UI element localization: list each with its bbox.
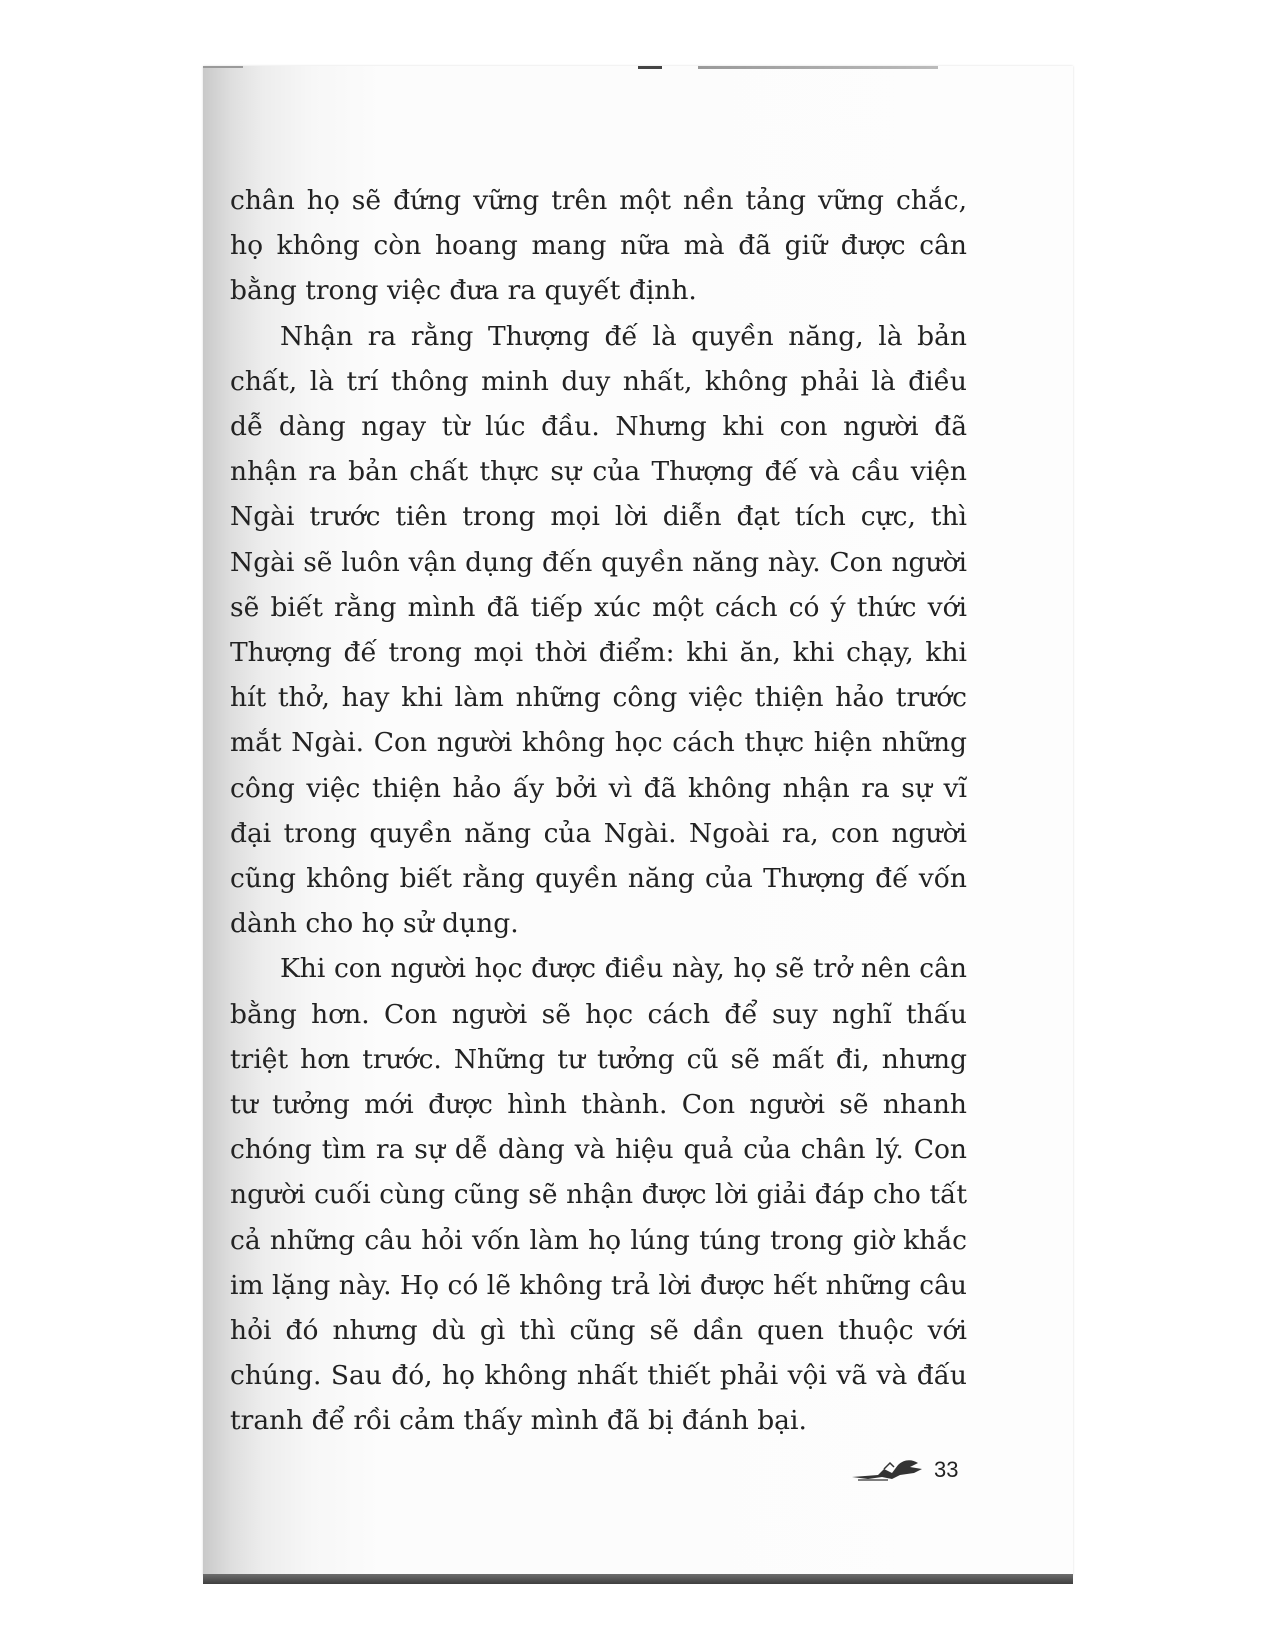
- paragraph-2: Nhận ra rằng Thượng đế là quyền năng, là bản chất, là trí thông minh duy nhất, không phải là điều dễ dàng ngay từ lúc đầu. Nhưng khi con người đã nhận ra bản chất thực sự của Thượng đế và cầu viện Ngài trước tiên trong mọi lời diễn đạt tích cực, thì Ngài sẽ luôn vận dụng đến quyền năng này. Con người sẽ biết rằng mình đã tiếp xúc một cách có ý thức với Thượng đế trong mọi thời điểm: khi ăn, khi chạy, khi hít thở, hay khi làm những công việc thiện hảo trước mắt Ngài. Con người không học cách thực hiện những công việc thiện hảo ấy bởi vì đã không nhận ra sự vĩ đại trong quyền năng của Ngài. Ngoài ra, con người cũng không biết rằng quyền năng của Thượng đế vốn dành cho họ sử dụng.: [230, 320, 967, 940]
- paragraph-3: Khi con người học được điều này, họ sẽ trở nên cân bằng hơn. Con người sẽ học cách để suy nghĩ thấu triệt hơn trước. Những tư tưởng cũ sẽ mất đi, nhưng tư tưởng mới được hình thành. Con người sẽ nhanh chóng tìm ra sự dễ dàng và hiệu quả của chân lý. Con người cuối cùng cũng sẽ nhận được lời giải đáp cho tất cả những câu hỏi vốn làm họ lúng túng trong giờ khắc im lặng này. Họ có lẽ không trả lời được hết những câu hỏi đó nhưng dù gì thì cũng sẽ dần quen thuộc với chúng. Sau đó, họ không nhất thiết phải vội vã và đấu tranh để rồi cảm thấy mình đã bị đánh bại.: [230, 953, 967, 1437]
- header-rule: [638, 66, 938, 69]
- page-bottom-edge: [203, 1574, 1073, 1584]
- top-edge-line: [203, 66, 243, 68]
- page-footer: [848, 1452, 958, 1488]
- body-text: [230, 178, 967, 1444]
- page-number: 33: [934, 1457, 959, 1482]
- paragraph-1: chân họ sẽ đứng vững trên một nền tảng vững chắc, họ không còn hoang mang nữa mà đã giữ được cân bằng trong việc đưa ra quyết định.: [230, 185, 967, 307]
- quill-pen-icon: [848, 1455, 928, 1485]
